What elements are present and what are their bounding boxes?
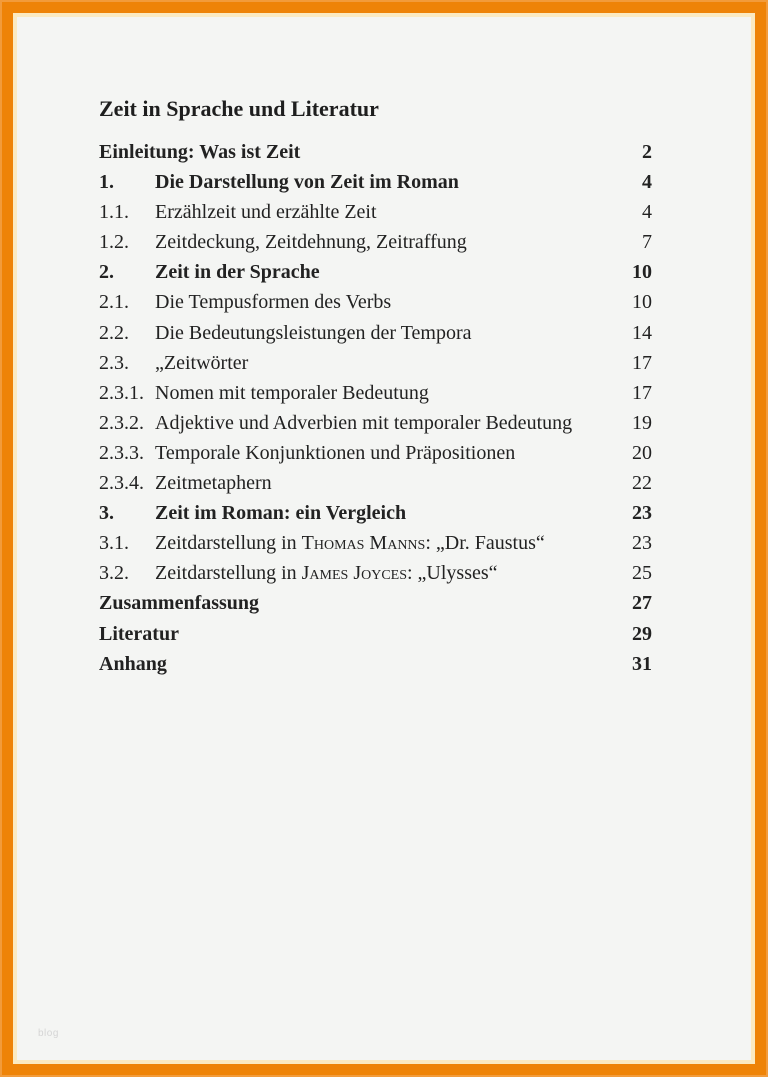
- toc-row: [99, 257, 652, 287]
- watermark-text: blog: [38, 1028, 59, 1039]
- toc-row: [99, 408, 652, 438]
- toc-entry-number: 3.2.: [99, 562, 129, 585]
- toc-entry-page: 14: [632, 321, 652, 344]
- toc-entry-page: 10: [632, 261, 652, 284]
- toc-entry-label: [155, 197, 642, 227]
- label-text: Anhang: [99, 652, 167, 675]
- toc-entry-number: 1.1.: [99, 201, 129, 224]
- toc-entry-page: 4: [642, 171, 652, 194]
- toc-entry-label: [155, 438, 632, 468]
- toc-row: [99, 468, 652, 498]
- toc-row: [99, 558, 652, 588]
- toc-row: [99, 137, 652, 167]
- toc-entry-page: 29: [632, 622, 652, 645]
- toc-row: [99, 197, 652, 227]
- label-text: Temporale Konjunktionen und Präpositionen: [155, 441, 516, 464]
- label-text: Literatur: [99, 622, 179, 645]
- toc-row: [99, 649, 652, 679]
- toc-entry-number: 2.3.2.: [99, 411, 144, 434]
- toc-entry-page: 2: [642, 141, 652, 163]
- toc-entry-label: [155, 257, 632, 287]
- label-text: Die Darstellung von Zeit im Roman: [155, 171, 459, 194]
- toc-row: [99, 318, 652, 348]
- label-text: Die Tempusformen des Verbs: [155, 291, 392, 314]
- toc-entry-label: [155, 348, 632, 378]
- toc-entry-page: 7: [642, 231, 652, 254]
- toc-entry-number: 3.: [99, 502, 114, 525]
- toc-row: [99, 378, 652, 408]
- toc-row: [99, 528, 652, 558]
- toc-entry-page: 20: [632, 441, 652, 464]
- toc-entry-label: [99, 137, 642, 167]
- label-text: Zeit im Roman: ein Vergleich: [155, 502, 407, 525]
- label-text: Adjektive und Adverbien mit temporaler Bedeutung: [155, 411, 573, 434]
- label-text: : „Dr. Faustus“: [425, 532, 545, 555]
- toc-entry-number: 2.3.3.: [99, 441, 144, 464]
- toc-entry-page: 31: [632, 652, 652, 675]
- toc-entry-page: 19: [632, 411, 652, 434]
- toc-entry-label: [155, 227, 642, 257]
- label-text: Zeitdeckung, Zeitdehnung, Zeitraffung: [155, 231, 467, 254]
- table-of-contents: [99, 137, 652, 679]
- toc-entry-number: 2.: [99, 261, 114, 284]
- toc-entry-label: [155, 468, 632, 498]
- label-text: Zusammenfassung: [99, 592, 260, 615]
- toc-row: [99, 167, 652, 197]
- toc-entry-label: [155, 498, 632, 528]
- toc-row: [99, 619, 652, 649]
- toc-entry-page: 4: [642, 201, 652, 224]
- toc-entry-label: [155, 167, 642, 197]
- toc-entry-number: 2.3.1.: [99, 381, 144, 404]
- toc-entry-page: 22: [632, 472, 652, 495]
- label-text: Nomen mit temporaler Bedeutung: [155, 381, 429, 404]
- toc-entry-page: 23: [632, 502, 652, 525]
- toc-entry-page: 23: [632, 532, 652, 555]
- toc-entry-label: [155, 318, 632, 348]
- toc-entry-label: [155, 408, 632, 438]
- toc-entry-page: 10: [632, 291, 652, 314]
- toc-entry-number: 2.1.: [99, 291, 129, 314]
- toc-entry-label: [155, 558, 632, 588]
- label-text: Einleitung: Was ist Zeit: [99, 141, 301, 163]
- toc-entry-number: 2.3.: [99, 351, 129, 374]
- toc-entry-page: 17: [632, 381, 652, 404]
- toc-row: [99, 498, 652, 528]
- label-text: Erzählzeit und erzählte Zeit: [155, 201, 377, 224]
- label-text: : „Ulysses“: [407, 562, 498, 585]
- toc-row: [99, 227, 652, 257]
- toc-entry-label: [99, 649, 632, 679]
- label-text: Zeitmetaphern: [155, 472, 272, 495]
- toc-row: [99, 287, 652, 317]
- toc-entry-label: [99, 588, 632, 618]
- label-text: Zeitdarstellung in: [155, 562, 302, 585]
- toc-entry-page: 25: [632, 562, 652, 585]
- toc-row: [99, 588, 652, 618]
- document-page: [17, 17, 751, 1060]
- toc-entry-label: [99, 619, 632, 649]
- label-text: Zeit in der Sprache: [155, 261, 320, 284]
- label-text: Zeitdarstellung in: [155, 532, 302, 555]
- toc-row: [99, 438, 652, 468]
- toc-entry-number: 3.1.: [99, 532, 129, 555]
- page-title: Zeit in Sprache und Literatur: [99, 96, 379, 121]
- toc-entry-number: 2.3.4.: [99, 472, 144, 495]
- toc-entry-label: [155, 378, 632, 408]
- toc-entry-number: 2.2.: [99, 321, 129, 344]
- toc-entry-page: 27: [632, 592, 652, 615]
- toc-entry-number: 1.: [99, 171, 114, 194]
- toc-entry-page: 17: [632, 351, 652, 374]
- toc-row: [99, 348, 652, 378]
- small-caps-name: Thomas Manns: [301, 532, 426, 555]
- toc-entry-label: [155, 287, 632, 317]
- label-text: Die Bedeutungsleistungen der Tempora: [155, 321, 472, 344]
- label-text: „Zeitwörter: [155, 351, 249, 374]
- small-caps-name: James Joyces: [301, 562, 407, 585]
- toc-entry-number: 1.2.: [99, 231, 129, 254]
- frame-inner-line: [13, 13, 755, 1064]
- toc-entry-label: [155, 528, 632, 558]
